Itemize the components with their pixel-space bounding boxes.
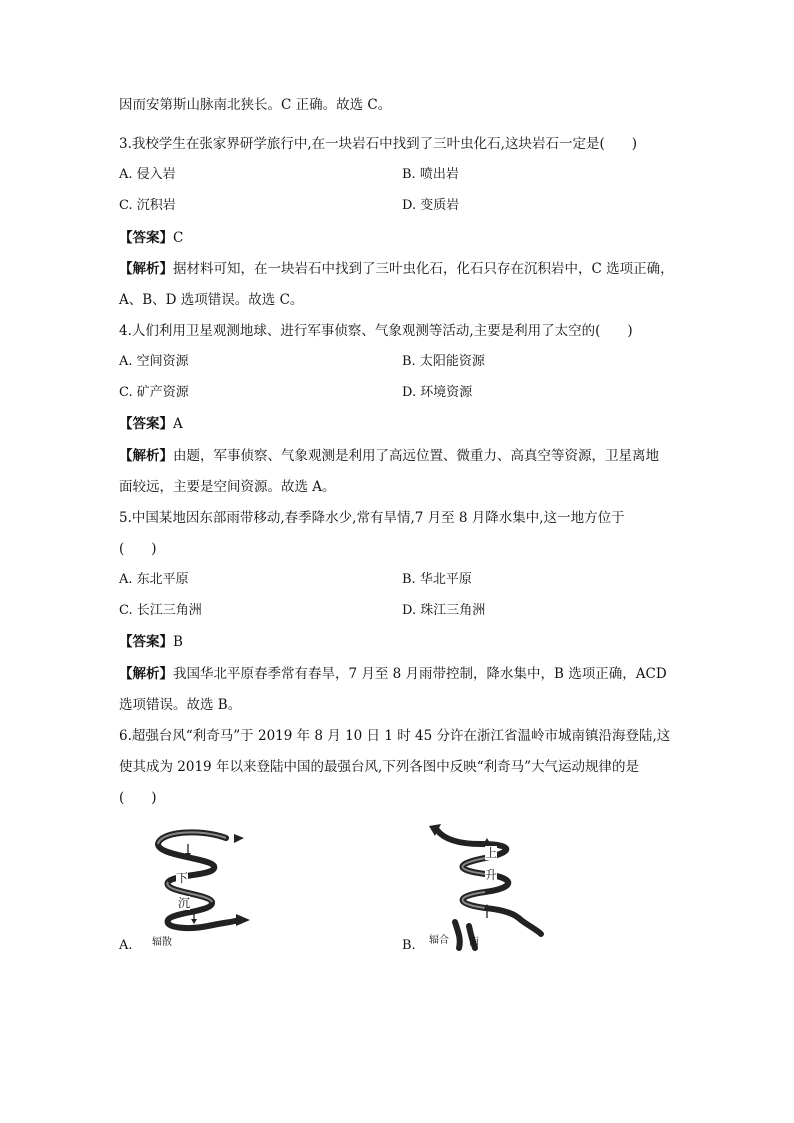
figure-a-label-3: 辐散: [152, 937, 172, 948]
q4-explanation-line-2: 面较远，主要是空间资源。故选 A。: [119, 479, 336, 495]
descending-spiral-diagram: [148, 826, 258, 952]
question-3: 3.我校学生在张家界研学旅行中,在一块岩石中找到了三叶虫化石,这块岩石一定是( ): [119, 136, 637, 152]
question-4: 4.人们利用卫星观测地球、进行军事侦察、气象观测等活动,主要是利用了太空的( ): [119, 323, 633, 339]
q3-answer: 【答案】C: [119, 230, 184, 246]
q3-option-d: D. 变质岩: [402, 198, 460, 213]
figure-a-label-1: 下: [176, 871, 189, 885]
question-6-line-1: 6.超强台风“利奇马”于 2019 年 8 月 10 日 1 时 45 分许在浙江省温岭市城南镇沿海登陆,这: [119, 728, 671, 744]
section-tag: 【答案】: [119, 416, 173, 432]
q3-option-b: B. 喷出岩: [402, 167, 459, 182]
q4-option-a: A. 空间资源: [119, 354, 189, 369]
figure-a-descending-spiral: [148, 826, 258, 952]
q4-option-b: B. 太阳能资源: [402, 354, 485, 369]
q5-option-d: D. 珠江三角洲: [402, 603, 486, 618]
question-6-line-2: 使其成为 2019 年以来登陆中国的最强台风,下列各图中反映“利奇马”大气运动规律的是: [119, 759, 640, 775]
q5-explanation-line-1: 【解析】我国华北平原春季常有春旱，7 月至 8 月雨带控制，降水集中，B 选项正确，ACD: [119, 666, 667, 682]
q4-option-d: D. 环境资源: [402, 385, 473, 400]
figure-b-label-1: 上: [485, 846, 498, 860]
previous-explanation-tail: 因而安第斯山脉南北狭长。C 正确。故选 C。: [119, 97, 392, 113]
q5-option-a: A. 东北平原: [119, 572, 189, 587]
section-tag: 【解析】: [119, 448, 173, 464]
q3-explanation-line-1: 【解析】据材料可知，在一块岩石中找到了三叶虫化石，化石只存在沉积岩中，C 选项正确，: [119, 261, 674, 277]
question-6-line-3: ( ): [119, 790, 157, 806]
question-5-line-2: ( ): [119, 541, 157, 557]
q3-option-a: A. 侵入岩: [119, 167, 176, 182]
figure-b-option-letter: B.: [402, 938, 416, 953]
q5-option-c: C. 长江三角洲: [119, 603, 202, 618]
q3-option-c: C. 沉积岩: [119, 198, 176, 213]
figure-b-label-2: 升: [485, 868, 498, 882]
q5-answer: 【答案】B: [119, 634, 183, 650]
q3-explanation-line-2: A、B、D 选项错误。故选 C。: [119, 292, 304, 308]
figure-a-option-letter: A.: [119, 938, 133, 953]
q4-explanation-line-1: 【解析】由题，军事侦察、气象观测是利用了高远位置、微重力、高真空等资源，卫星离地: [119, 448, 659, 464]
question-5-line-1: 5.中国某地因东部雨带移动,春季降水少,常有旱情,7 月至 8 月降水集中,这一地方位于: [119, 510, 625, 526]
q5-option-b: B. 华北平原: [402, 572, 472, 587]
section-tag: 【解析】: [119, 666, 173, 682]
q4-option-c: C. 矿产资源: [119, 385, 189, 400]
figure-b-ascending-spiral: [425, 822, 545, 952]
figure-a-label-2: 沉: [178, 896, 191, 910]
figure-b-label-4: 雨: [469, 937, 479, 948]
section-tag: 【答案】: [119, 230, 173, 246]
section-tag: 【解析】: [119, 261, 173, 277]
q4-answer: 【答案】A: [119, 416, 183, 432]
ascending-spiral-diagram: [425, 822, 545, 952]
q5-explanation-line-2: 选项错误。故选 B。: [119, 697, 242, 713]
section-tag: 【答案】: [119, 634, 173, 650]
figure-b-label-3: 辐合: [429, 935, 449, 946]
